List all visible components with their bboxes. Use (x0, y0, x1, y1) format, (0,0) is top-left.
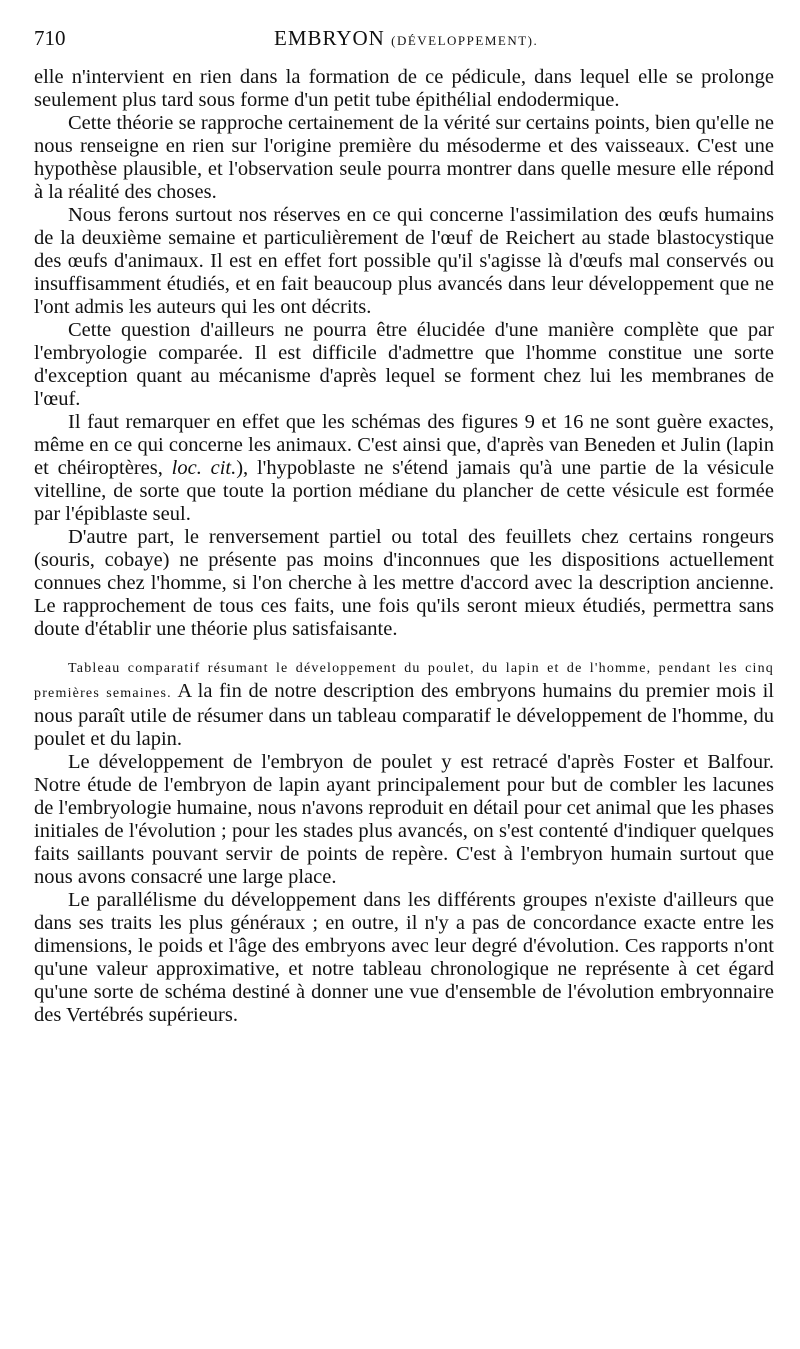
paragraph-table-intro (34, 655, 774, 751)
running-head (274, 26, 538, 51)
page-number: 710 (34, 26, 66, 50)
paragraph-chick-development: Le développement de l'embryon de poulet y est retracé d'après Foster et Balfour. Notre étude de l'embryon de lapin ayant principalement pour but de combler les lacunes de l'embryologie humaine, nous n'avons reproduit en détail pour cet animal que les phases initiales de l'évolution ; pour les stades plus avancés, on s'est contenté d'indiquer quelques faits saillants pouvant servir de points de repère. C'est à l'embryon humain surtout que nous avons consacré une large place. (34, 751, 774, 888)
paragraph-parallelism: Le parallélisme du développement dans les différents groupes n'existe d'ailleurs que dans ses traits les plus généraux ; en outre, il n'y a pas de concordance exacte entre les dimensions, le poids et l'âge des embryons avec leur degré d'évolution. Ces rapports n'ont qu'une valeur approximative, et notre tableau chronologique ne représente à cet égard qu'une sorte de schéma destiné à donner une vue d'ensemble de l'évolution embryonnaire des Vertébrés supérieurs. (34, 889, 774, 1026)
body-text (34, 66, 774, 1027)
paragraph-reserves: Nous ferons surtout nos réserves en ce qui concerne l'assimilation des œufs humains de la deuxième semaine et particulièrement de l'œuf de Reichert au stade blastocystique des œufs d'animaux. Il est en effet fort possible qu'il s'agisse là d'œufs mal conservés ou insuffisamment étudiés, et en fait beaucoup plus avancés dans leur développement que ne l'ont admis les auteurs qui les ont décrits. (34, 204, 774, 318)
book-page (34, 26, 774, 1027)
page-header (34, 26, 774, 66)
section-heading: Tableau comparatif résumant le développement du poulet, du lapin et de l'homme, pendant les cinq premières semaines. (34, 661, 774, 701)
citation-loc-cit: loc. cit. (171, 457, 237, 479)
paragraph-schemas-text-a: Il faut remarquer en effet que les schémas des figures 9 et 16 ne sont guère exactes, même en ce qui concerne les animaux. C'est ainsi que, d'après van Beneden et Julin (lapin et chéiroptères, (34, 411, 774, 479)
paragraph-continuation: elle n'intervient en rien dans la formation de ce pédicule, dans lequel elle se prolonge seulement plus tard sous forme d'un petit tube épithélial endodermique. (34, 66, 774, 111)
paragraph-comparative-embryology: Cette question d'ailleurs ne pourra être élucidée d'une manière complète que par l'embryologie comparée. Il est difficile d'admettre que l'homme constitue une sorte d'exception quant au mécanisme d'après lequel se forment chez lui les membranes de l'œuf. (34, 319, 774, 410)
paragraph-schemas-text-b: ), l'hypoblaste ne s'étend jamais qu'à une partie de la vésicule vitelline, de sorte que toute la portion médiane du plancher de cette vésicule est formée par l'épiblaste seul. (34, 457, 774, 525)
section-heading-text: A la fin de notre description des embryons humains du premier mois il nous paraît utile de résumer dans un tableau comparatif le développement de l'homme, du poulet et du lapin. (34, 680, 774, 750)
running-title: EMBRYON (274, 26, 385, 50)
paragraph-rodents: D'autre part, le renversement partiel ou total des feuillets chez certains rongeurs (souris, cobaye) ne présente pas moins d'inconnues que les dispositions actuellement connues chez l'homme, si l'on cherche à les mettre d'accord avec la description ancienne. Le rapprochement de tous ces faits, une fois qu'ils seront mieux étudiés, permettra sans doute d'établir une théorie plus satisfaisante. (34, 526, 774, 640)
running-subtitle: (DÉVELOPPEMENT). (391, 33, 539, 48)
paragraph-theory: Cette théorie se rapproche certainement de la vérité sur certains points, bien qu'elle ne nous renseigne en rien sur l'origine première du mésoderme et des vaisseaux. C'est une hypothèse plausible, et l'observation seule pourra montrer dans quelle mesure elle répond à la réalité des choses. (34, 112, 774, 203)
paragraph-schemas (34, 411, 774, 526)
